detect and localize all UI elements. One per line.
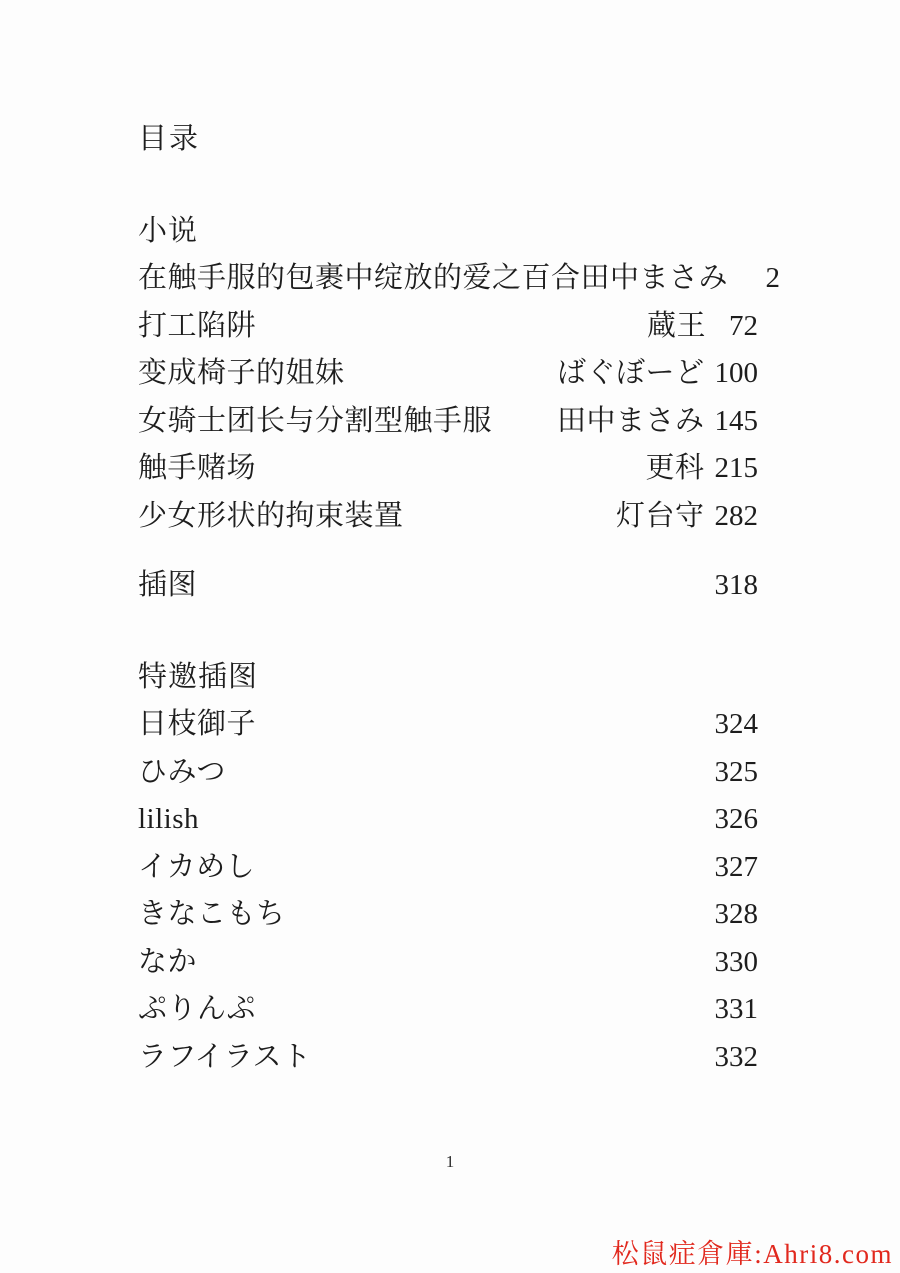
entry-page-number: 2 xyxy=(765,262,781,294)
entry-title: 触手赌场 xyxy=(138,452,257,484)
toc-entry xyxy=(138,701,758,749)
entry-title: なか xyxy=(138,945,198,978)
entry-author: ばぐぼーど xyxy=(556,357,705,389)
entry-title: 变成椅子的姐妹 xyxy=(138,357,345,389)
entry-title: きなこもち xyxy=(138,898,286,930)
entry-title: 打工陷阱 xyxy=(138,309,257,342)
entry-title: 日枝御子 xyxy=(138,708,257,740)
entry-author: 更科 xyxy=(645,452,705,484)
toc-entry xyxy=(138,1034,758,1082)
toc-entry xyxy=(138,796,758,844)
entry-page-number: 332 xyxy=(714,1040,758,1073)
section-heading-label: 特邀插图 xyxy=(138,660,259,693)
entry-page-number: 100 xyxy=(714,357,758,389)
entry-title: ひみつ xyxy=(138,755,226,788)
entry-page-number: 331 xyxy=(714,993,758,1025)
toc-entry xyxy=(138,350,758,398)
toc-body xyxy=(138,208,781,1082)
entry-author: 田中まさみ xyxy=(580,262,729,294)
entry-title: イカめし xyxy=(138,850,256,883)
entry-page-number: 72 xyxy=(729,309,758,342)
entry-page-number: 282 xyxy=(714,499,758,532)
toc-entry xyxy=(138,562,758,610)
entry-author: 灯台守 xyxy=(615,499,705,532)
page-title: 目录 xyxy=(138,123,201,155)
toc-entry xyxy=(138,255,781,303)
toc-entry xyxy=(138,986,758,1034)
entry-title: 女骑士团长与分割型触手服 xyxy=(138,404,493,437)
entry-title: ぷりんぷ xyxy=(138,993,257,1025)
section-heading xyxy=(138,208,758,256)
entry-title: 插图 xyxy=(138,569,198,601)
toc-entry xyxy=(138,844,758,892)
entry-page-number: 327 xyxy=(714,850,758,883)
folio-page-number: 1 xyxy=(445,1152,455,1171)
entry-author: 蔵王 xyxy=(646,309,706,342)
toc-entry xyxy=(138,939,758,987)
entry-page-number: 318 xyxy=(714,569,758,601)
entry-page-number: 325 xyxy=(714,755,758,788)
entry-title: ラフイラスト xyxy=(138,1040,312,1073)
section-heading-label: 小说 xyxy=(138,214,199,247)
entry-page-number: 145 xyxy=(714,404,758,437)
entry-author: 田中まさみ xyxy=(556,404,705,437)
toc-entry xyxy=(138,398,758,446)
toc-entry xyxy=(138,749,758,797)
entry-title: 在触手服的包裹中绽放的爱之百合 xyxy=(138,262,581,294)
toc-entry xyxy=(138,303,758,351)
entry-title: 少女形状的拘束装置 xyxy=(138,499,404,532)
entry-title: lilish xyxy=(138,803,200,835)
toc-entry xyxy=(138,891,758,939)
toc-entry xyxy=(138,445,758,493)
section-heading xyxy=(138,654,758,702)
entry-page-number: 326 xyxy=(714,803,758,835)
entry-page-number: 324 xyxy=(714,708,758,740)
table-of-contents xyxy=(138,116,781,1081)
entry-page-number: 328 xyxy=(714,898,758,930)
watermark-text: 松鼠症倉庫:Ahri8.com xyxy=(611,1239,893,1269)
entry-page-number: 215 xyxy=(714,452,758,484)
toc-entry xyxy=(138,493,758,541)
entry-page-number: 330 xyxy=(714,945,758,978)
